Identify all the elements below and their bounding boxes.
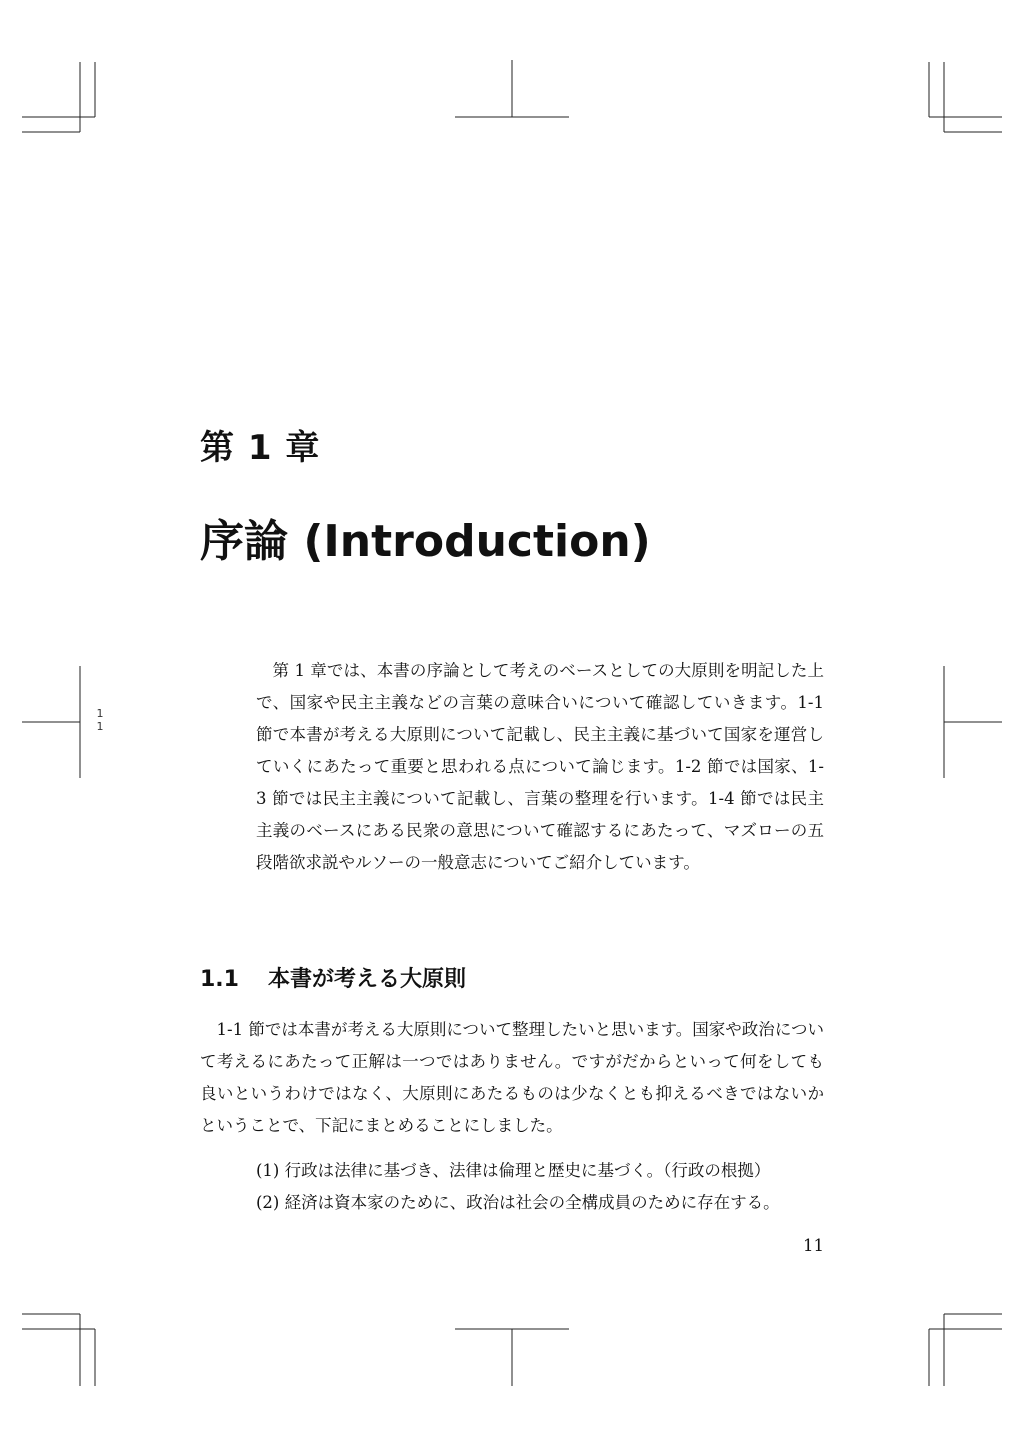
- chapter-number: 第 1 章: [200, 428, 321, 468]
- section-number: 1.1: [200, 967, 239, 992]
- intro-paragraph: 第 1 章では、本書の序論として考えのベースとしての大原則を明記した上で、国家や民主主義などの言葉の意味合いについて確認していきます。1-1 節で本書が考える大原則について記載し、民主主義に基づいて国家を運営していくにあたって重要と思われる点について論じます。1-2 節では国家、1-3 節では民主主義について記載し、言葉の整理を行います。1-4 節では民主主義のベースにある民衆の意思について確認するにあたって、マズローの五段階欲求説やルソーの一般意志についてご紹介しています。: [256, 661, 824, 872]
- page-number: 11: [803, 1236, 824, 1255]
- section-title: 本書が考える大原則: [268, 967, 467, 992]
- section-paragraph: 1-1 節では本書が考える大原則について整理したいと思います。国家や政治について考えるにあたって正解は一つではありません。ですがだからといって何をしても良いというわけではなく、大原則にあたるものは少なくとも抑えるべきではないかということで、下記にまとめることにしました。: [200, 1020, 824, 1135]
- principles-list: [256, 1155, 836, 1219]
- margin-page-marker: [94, 707, 106, 733]
- margin-marker-digit: 1: [96, 720, 104, 733]
- section-heading: [200, 962, 466, 993]
- chapter-title: 序論 (Introduction): [200, 516, 651, 567]
- principle-item: (2) 経済は資本家のために、政治は社会の全構成員のために存在する。: [256, 1193, 780, 1212]
- margin-marker-digit: 1: [96, 707, 104, 720]
- principle-item: (1) 行政は法律に基づき、法律は倫理と歴史に基づく。（行政の根拠）: [256, 1161, 771, 1180]
